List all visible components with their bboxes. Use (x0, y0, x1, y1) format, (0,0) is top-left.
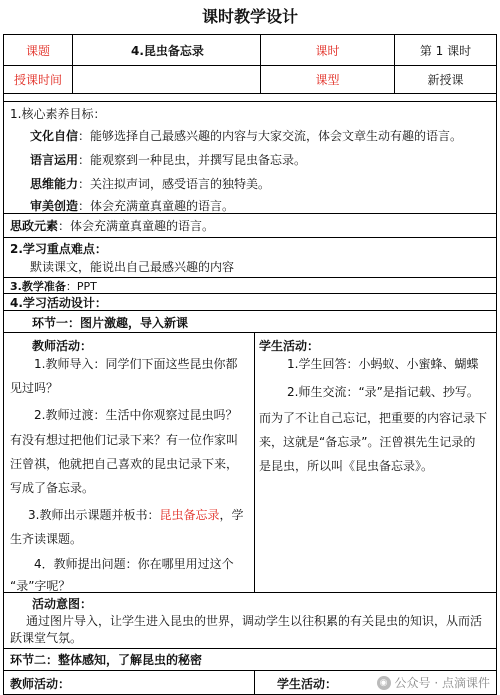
student-activity (254, 333, 496, 592)
intent-heading: 活动意图： (32, 597, 93, 611)
intent-row (3, 592, 497, 648)
header-row-topic (3, 34, 497, 65)
section1-row (3, 310, 497, 332)
intent-line: 跃课堂气氛。 (10, 631, 83, 645)
period-value: 第 1 课时 (394, 35, 496, 65)
teacher-line: 生齐读课题。 (10, 532, 83, 546)
spacer-row (3, 93, 497, 101)
key-points-row (3, 237, 497, 277)
teacher-line: 见过吗？ (10, 381, 59, 395)
ideology-text: 思政元素：体会充满童真童趣的语言。 (10, 219, 215, 233)
watermark (377, 674, 490, 691)
teacher-line: 汪曾祺，他就把自己喜欢的昆虫记录下来， (10, 457, 239, 471)
wechat-icon: ◉ (377, 676, 391, 690)
period-label: 课时 (260, 35, 394, 65)
design-row (3, 293, 497, 310)
lesson-plan-table (3, 34, 497, 695)
section2-row (3, 648, 497, 670)
student-line: 是昆虫，所以叫《昆虫备忘录》。 (259, 459, 434, 473)
topic-value: 4.昆虫备忘录 (72, 35, 260, 65)
student-line: 2.师生交流：“录”是指记载、抄写。 (287, 385, 479, 399)
teacher-line: 4．教师提出问题：你在哪里用过这个 (34, 557, 234, 571)
teacher-line: 2.教师过渡：生活中你观察过昆虫吗？ (34, 408, 238, 422)
student-line: 来，这就是“备忘录”。汪曾祺先生记录的 (259, 435, 476, 449)
section2-heading: 环节二：整体感知，了解昆虫的秘密 (10, 653, 203, 667)
prep-row (3, 277, 497, 293)
goals-section (3, 101, 497, 213)
teacher-line: “录”字呢？ (10, 579, 71, 593)
student-line: 1.学生回答：小蚂蚁、小蜜蜂、蝴蝶 (287, 357, 479, 371)
intent-line: 通过图片导入，让学生进入昆虫的世界，调动学生以往积累的有关昆虫的知识，从而活 (26, 614, 483, 628)
type-value: 新授课 (394, 66, 496, 93)
section1-heading: 环节一：图片激趣，导入新课 (32, 316, 189, 330)
activities-row (3, 332, 497, 592)
goals-heading: 1.核心素养目标： (10, 107, 106, 121)
key-points-heading: 2.学习重点难点： (10, 242, 107, 256)
section2-teacher-cell (4, 671, 254, 694)
goal-language: 语言运用：能观察到一种昆虫，并撰写昆虫备忘录。 (30, 153, 307, 167)
teacher-line: 3.教师出示课题并板书：昆虫备忘录，学 (28, 508, 244, 522)
student-heading: 学生活动： (259, 339, 320, 353)
header-row-time (3, 65, 497, 93)
time-value (72, 66, 260, 93)
teacher-line: 1.教师导入：同学们下面这些昆虫你都 (34, 357, 238, 371)
teacher-heading: 教师活动： (32, 339, 93, 353)
teacher-activity (4, 333, 254, 592)
prep-text: 3.教学准备：PPT (10, 280, 97, 293)
type-label: 课型 (260, 66, 394, 93)
key-points-text: 默读课文，能说出自己最感兴趣的内容 (30, 260, 235, 274)
section2-student-label: 学生活动： (277, 677, 338, 691)
watermark-text: 公众号 · 点滴课件 (394, 676, 490, 690)
section2-teacher-label: 教师活动： (10, 677, 71, 691)
goal-culture: 文化自信：能够选择自己最感兴趣的内容与大家交流，体会文章生动有趣的语言。 (30, 129, 463, 143)
page-title: 课时教学设计 (201, 7, 298, 26)
topic-label: 课题 (25, 43, 50, 58)
teacher-line: 写成了备忘录。 (10, 481, 95, 495)
teacher-line: 有没有想过把他们记录下来？有一位作家叫 (10, 433, 239, 447)
goal-thinking: 思维能力：关注拟声词，感受语言的独特美。 (30, 177, 271, 191)
time-label: 授课时间 (13, 73, 62, 87)
design-heading: 4.学习活动设计： (10, 296, 107, 310)
goal-aesthetics: 审美创造：体会充满童真童趣的语言。 (30, 199, 235, 213)
student-line: 而为了不让自己忘记，把重要的内容记录下 (259, 411, 488, 425)
ideology-row (3, 213, 497, 237)
